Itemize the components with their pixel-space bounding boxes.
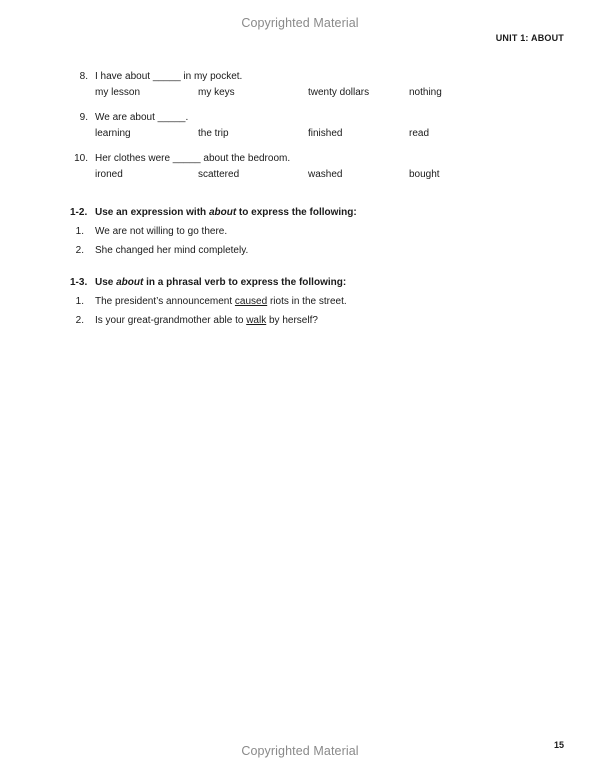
watermark-bottom: Copyrighted Material [241,744,359,758]
answer-options [0,168,600,181]
item-number: 2. [75,245,84,256]
option-c: washed [308,169,343,180]
item-text-part: The president’s announcement [95,296,235,307]
question-number: 10. [74,153,88,164]
item-text-part: riots in the street. [267,296,347,307]
instruction-text: Use [95,277,117,288]
option-b: the trip [198,128,229,139]
section-instruction [95,276,346,289]
question-prompt: I have about _____ in my pocket. [95,71,243,82]
section-number: 1-3. [70,277,88,288]
item-text [95,295,347,308]
option-a: my lesson [95,87,141,98]
instruction-emphasis: about [208,207,237,218]
item-number: 1. [75,226,84,237]
instruction-emphasis: about [116,277,144,288]
question-number: 8. [79,71,88,82]
underlined-word: walk [246,315,267,326]
page-number: 15 [553,740,564,750]
instruction-text: Use an expression with [95,207,209,218]
item-text: We are not willing to go there. [95,226,228,237]
instruction-text: in a phrasal verb to express the following: [143,277,347,288]
option-d: bought [409,169,440,180]
item-text [95,314,318,327]
option-c: twenty dollars [308,87,370,98]
item-text-part: Is your great-grandmother able to [95,315,247,326]
option-d: nothing [409,87,442,98]
option-a: learning [95,128,131,139]
question-number: 9. [79,112,88,123]
answer-options [0,86,600,99]
option-d: read [409,128,430,139]
watermark-top: Copyrighted Material [241,16,359,30]
question-prompt: We are about _____. [95,112,189,123]
option-b: my keys [198,87,235,98]
instruction-text: to express the following: [236,207,357,218]
option-b: scattered [198,169,240,180]
question-prompt: Her clothes were _____ about the bedroom. [95,153,291,164]
answer-options [0,127,600,140]
section-instruction [95,206,357,219]
item-number: 2. [75,315,84,326]
item-text-part: by herself? [266,315,318,326]
item-text: She changed her mind completely. [95,245,249,256]
option-a: ironed [95,169,123,180]
section-number: 1-2. [70,207,88,218]
option-c: finished [308,128,343,139]
underlined-word: caused [234,296,268,307]
item-number: 1. [75,296,84,307]
running-head: UNIT 1: ABOUT [495,33,564,43]
